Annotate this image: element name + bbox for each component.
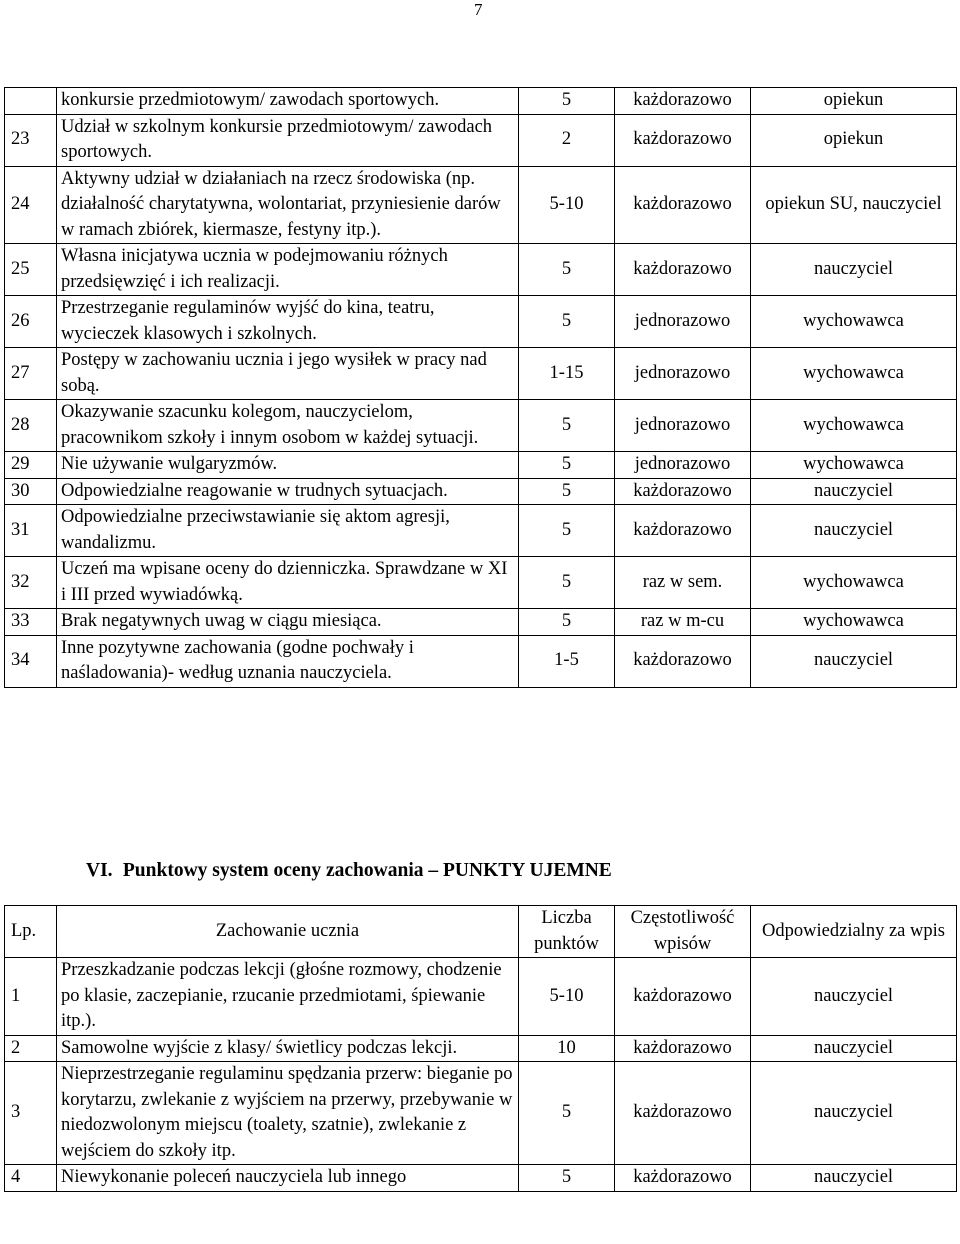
row-points: 5 bbox=[519, 1165, 615, 1192]
row-frequency: każdorazowo bbox=[615, 1062, 751, 1165]
row-number: 23 bbox=[5, 114, 57, 166]
header-lp: Lp. bbox=[5, 906, 57, 958]
table-row bbox=[5, 557, 957, 609]
row-behaviour: Nie używanie wulgaryzmów. bbox=[57, 452, 519, 479]
header-frequency: Częstotliwość wpisów bbox=[615, 906, 751, 958]
row-behaviour: Przeszkadzanie podczas lekcji (głośne rozmowy, chodzenie po klasie, zaczepianie, rzucanie przedmiotami, śpiewanie itp.). bbox=[57, 958, 519, 1036]
row-points: 10 bbox=[519, 1035, 615, 1062]
row-responsible: nauczyciel bbox=[751, 958, 957, 1036]
table-row bbox=[5, 88, 957, 115]
row-number: 33 bbox=[5, 609, 57, 636]
section-title: Punktowy system oceny zachowania – PUNKTY UJEMNE bbox=[122, 860, 612, 881]
row-behaviour: Przestrzeganie regulaminów wyjść do kina, teatru, wycieczek klasowych i szkolnych. bbox=[57, 296, 519, 348]
row-number: 4 bbox=[5, 1165, 57, 1192]
row-responsible: nauczyciel bbox=[751, 1062, 957, 1165]
row-behaviour: Brak negatywnych uwag w ciągu miesiąca. bbox=[57, 609, 519, 636]
row-responsible: wychowawca bbox=[751, 296, 957, 348]
table-header-row bbox=[5, 906, 957, 958]
row-behaviour: Odpowiedzialne reagowanie w trudnych sytuacjach. bbox=[57, 478, 519, 505]
row-frequency: każdorazowo bbox=[615, 88, 751, 115]
section-heading bbox=[86, 860, 612, 882]
row-number: 2 bbox=[5, 1035, 57, 1062]
row-number bbox=[5, 88, 57, 115]
row-points: 5 bbox=[519, 244, 615, 296]
row-responsible: wychowawca bbox=[751, 400, 957, 452]
row-behaviour: Okazywanie szacunku kolegom, nauczycielom, pracownikom szkoły i innym osobom w każdej sytuacji. bbox=[57, 400, 519, 452]
row-responsible: nauczyciel bbox=[751, 505, 957, 557]
row-number: 34 bbox=[5, 635, 57, 687]
table-row bbox=[5, 958, 957, 1036]
row-frequency: każdorazowo bbox=[615, 635, 751, 687]
row-responsible: nauczyciel bbox=[751, 1035, 957, 1062]
row-points: 2 bbox=[519, 114, 615, 166]
row-frequency: każdorazowo bbox=[615, 1035, 751, 1062]
row-responsible: nauczyciel bbox=[751, 478, 957, 505]
table-row bbox=[5, 1165, 957, 1192]
row-number: 30 bbox=[5, 478, 57, 505]
row-frequency: jednorazowo bbox=[615, 400, 751, 452]
row-points: 5 bbox=[519, 478, 615, 505]
row-responsible: wychowawca bbox=[751, 452, 957, 479]
row-responsible: wychowawca bbox=[751, 348, 957, 400]
row-frequency: jednorazowo bbox=[615, 452, 751, 479]
row-points: 5 bbox=[519, 400, 615, 452]
section-number: VI. bbox=[86, 860, 113, 881]
row-frequency: każdorazowo bbox=[615, 478, 751, 505]
row-behaviour: Postępy w zachowaniu ucznia i jego wysiłek w pracy nad sobą. bbox=[57, 348, 519, 400]
row-responsible: nauczyciel bbox=[751, 1165, 957, 1192]
row-behaviour: Udział w szkolnym konkursie przedmiotowym/ zawodach sportowych. bbox=[57, 114, 519, 166]
row-number: 29 bbox=[5, 452, 57, 479]
row-points: 5-10 bbox=[519, 166, 615, 244]
positive-points-table bbox=[4, 87, 957, 688]
row-behaviour: Własna inicjatywa ucznia w podejmowaniu różnych przedsięwzięć i ich realizacji. bbox=[57, 244, 519, 296]
row-points: 5 bbox=[519, 452, 615, 479]
row-number: 27 bbox=[5, 348, 57, 400]
row-behaviour: Samowolne wyjście z klasy/ świetlicy podczas lekcji. bbox=[57, 1035, 519, 1062]
row-number: 28 bbox=[5, 400, 57, 452]
table-row bbox=[5, 244, 957, 296]
row-responsible: nauczyciel bbox=[751, 244, 957, 296]
row-points: 5 bbox=[519, 88, 615, 115]
row-frequency: raz w sem. bbox=[615, 557, 751, 609]
row-points: 1-5 bbox=[519, 635, 615, 687]
row-behaviour: Niewykonanie poleceń nauczyciela lub innego bbox=[57, 1165, 519, 1192]
row-frequency: każdorazowo bbox=[615, 244, 751, 296]
row-frequency: jednorazowo bbox=[615, 296, 751, 348]
row-frequency: każdorazowo bbox=[615, 1165, 751, 1192]
row-points: 5 bbox=[519, 557, 615, 609]
row-number: 24 bbox=[5, 166, 57, 244]
table-row bbox=[5, 635, 957, 687]
row-responsible: opiekun bbox=[751, 114, 957, 166]
row-frequency: każdorazowo bbox=[615, 958, 751, 1036]
row-frequency: jednorazowo bbox=[615, 348, 751, 400]
row-behaviour: konkursie przedmiotowym/ zawodach sportowych. bbox=[57, 88, 519, 115]
row-frequency: każdorazowo bbox=[615, 166, 751, 244]
row-responsible: opiekun bbox=[751, 88, 957, 115]
row-frequency: każdorazowo bbox=[615, 505, 751, 557]
table-row bbox=[5, 166, 957, 244]
row-points: 1-15 bbox=[519, 348, 615, 400]
table-row bbox=[5, 478, 957, 505]
row-behaviour: Inne pozytywne zachowania (godne pochwały i naśladowania)- według uznania nauczyciela. bbox=[57, 635, 519, 687]
row-number: 3 bbox=[5, 1062, 57, 1165]
row-points: 5 bbox=[519, 1062, 615, 1165]
row-responsible: opiekun SU, nauczyciel bbox=[751, 166, 957, 244]
row-behaviour: Nieprzestrzeganie regulaminu spędzania przerw: bieganie po korytarzu, zwlekanie z wyjściem na przerwy, przebywanie w niedozwolonym miejscu (toalety, szatnie), zwlekanie z wejściem do szkoły itp. bbox=[57, 1062, 519, 1165]
table-row bbox=[5, 348, 957, 400]
row-points: 5 bbox=[519, 296, 615, 348]
row-points: 5 bbox=[519, 609, 615, 636]
table-row bbox=[5, 609, 957, 636]
table-row bbox=[5, 400, 957, 452]
row-number: 1 bbox=[5, 958, 57, 1036]
row-frequency: każdorazowo bbox=[615, 114, 751, 166]
header-points: Liczba punktów bbox=[519, 906, 615, 958]
table-row bbox=[5, 296, 957, 348]
row-number: 26 bbox=[5, 296, 57, 348]
row-frequency: raz w m-cu bbox=[615, 609, 751, 636]
negative-points-table bbox=[4, 905, 957, 1192]
table-row bbox=[5, 114, 957, 166]
table-row bbox=[5, 505, 957, 557]
table-row bbox=[5, 1035, 957, 1062]
table-row bbox=[5, 1062, 957, 1165]
row-responsible: wychowawca bbox=[751, 609, 957, 636]
row-behaviour: Odpowiedzialne przeciwstawianie się aktom agresji, wandalizmu. bbox=[57, 505, 519, 557]
row-behaviour: Uczeń ma wpisane oceny do dzienniczka. Sprawdzane w XI i III przed wywiadówką. bbox=[57, 557, 519, 609]
header-behaviour: Zachowanie ucznia bbox=[57, 906, 519, 958]
row-number: 25 bbox=[5, 244, 57, 296]
table-row bbox=[5, 452, 957, 479]
header-responsible: Odpowiedzialny za wpis bbox=[751, 906, 957, 958]
row-responsible: nauczyciel bbox=[751, 635, 957, 687]
row-number: 31 bbox=[5, 505, 57, 557]
row-points: 5-10 bbox=[519, 958, 615, 1036]
page-number: 7 bbox=[474, 0, 483, 19]
row-points: 5 bbox=[519, 505, 615, 557]
row-behaviour: Aktywny udział w działaniach na rzecz środowiska (np. działalność charytatywna, wolontariat, przyniesienie darów w ramach zbiórek, kiermasze, festyny itp.). bbox=[57, 166, 519, 244]
row-number: 32 bbox=[5, 557, 57, 609]
row-responsible: wychowawca bbox=[751, 557, 957, 609]
